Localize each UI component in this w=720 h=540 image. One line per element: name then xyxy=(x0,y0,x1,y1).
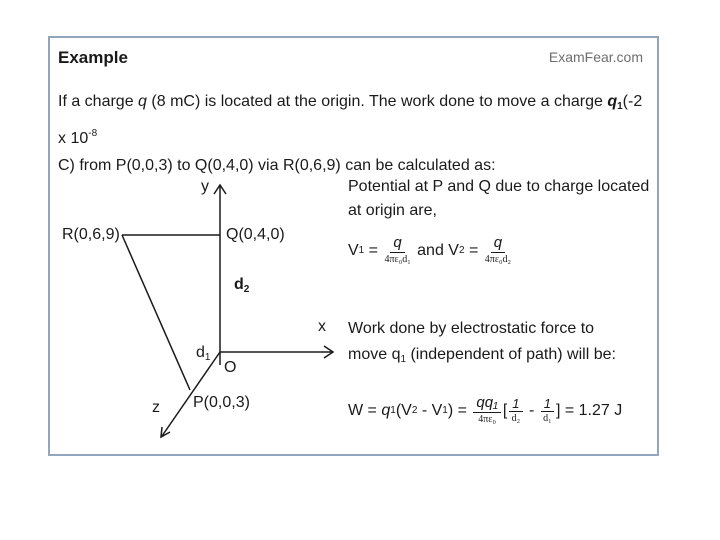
subscript: 1 xyxy=(400,354,407,365)
v1-symbol: V xyxy=(348,241,359,259)
subscript: 1 xyxy=(204,352,211,363)
equals-sign: ) = xyxy=(447,401,472,419)
d2-label xyxy=(234,276,249,295)
subscript: 2 xyxy=(458,245,465,256)
work-fraction xyxy=(473,394,500,427)
z-axis-label: z xyxy=(152,399,160,416)
y-axis-label: y xyxy=(201,178,209,195)
problem-text: If a charge xyxy=(58,93,139,110)
work-text: move q xyxy=(348,346,401,363)
charge-symbol: q xyxy=(138,93,147,110)
work-text: - V xyxy=(417,401,443,419)
fraction-denominator: 4πε₀d₁ xyxy=(384,254,411,265)
inverse-d2-fraction xyxy=(509,396,522,426)
potential-line-2: at origin are, xyxy=(348,202,437,219)
fraction-denominator: d₂ xyxy=(511,412,521,424)
d1-symbol: d xyxy=(196,344,205,361)
and-v2-text: and V xyxy=(412,241,459,259)
point-r-label: R(0,6,9) xyxy=(62,226,120,243)
brand-label: ExamFear.com xyxy=(548,49,643,65)
fraction-denominator: d₁ xyxy=(543,412,552,424)
inverse-d1-fraction xyxy=(541,396,554,426)
fraction-numerator: q xyxy=(390,234,404,253)
subscript: 2 xyxy=(243,284,250,295)
problem-text: (8 mC) is located at the origin. The work done to move a charge xyxy=(146,93,608,110)
minus-sign: - xyxy=(524,401,539,419)
fraction-numerator: q xyxy=(491,234,505,253)
r-to-p-line xyxy=(122,235,190,390)
work-symbol: W = xyxy=(348,401,382,419)
work-text: (V xyxy=(395,401,412,419)
fraction-numerator: 1 xyxy=(509,396,522,412)
subscript: 1 xyxy=(390,405,396,416)
x-axis-label: x xyxy=(318,318,326,335)
point-p-label: P(0,0,3) xyxy=(193,394,250,411)
fraction-numerator: 1 xyxy=(541,396,554,412)
charge-symbol: q xyxy=(381,401,391,419)
work-line-1: Work done by electrostatic force to xyxy=(348,320,595,337)
subscript: 1 xyxy=(442,405,448,416)
subscript: 1 xyxy=(358,245,365,256)
v2-fraction xyxy=(485,234,511,267)
work-equation xyxy=(348,394,622,427)
work-text: (independent of path) will be: xyxy=(406,346,616,363)
example-card xyxy=(48,36,659,456)
fraction-numerator: qq₁ xyxy=(473,394,500,413)
fraction-denominator: 4πε₀d₂ xyxy=(484,254,511,265)
subscript: 2 xyxy=(411,405,418,416)
work-line-2 xyxy=(348,346,616,365)
exponent: -8 xyxy=(88,128,98,139)
subscript: 1 xyxy=(617,101,623,112)
example-heading: Example xyxy=(58,48,128,67)
d2-symbol: d xyxy=(234,276,244,293)
bracket-open: [ xyxy=(502,401,508,419)
origin-label: O xyxy=(224,359,237,376)
fraction-denominator: 4πε₀ xyxy=(478,414,496,425)
v1-fraction xyxy=(384,234,410,267)
charge-symbol: q xyxy=(607,93,618,110)
problem-line-2: C) from P(0,0,3) to Q(0,4,0) via R(0,6,9) can be calculated as: xyxy=(58,157,496,174)
point-q-label: Q(0,4,0) xyxy=(226,226,285,243)
d1-label xyxy=(196,344,210,363)
work-result: ] = 1.27 J xyxy=(555,401,623,419)
equals-sign: = xyxy=(464,241,483,259)
potential-equation xyxy=(348,234,513,267)
potential-line-1: Potential at P and Q due to charge located xyxy=(348,178,650,195)
problem-text: (-2 x 10 xyxy=(58,93,643,147)
equals-sign: = xyxy=(364,241,383,259)
